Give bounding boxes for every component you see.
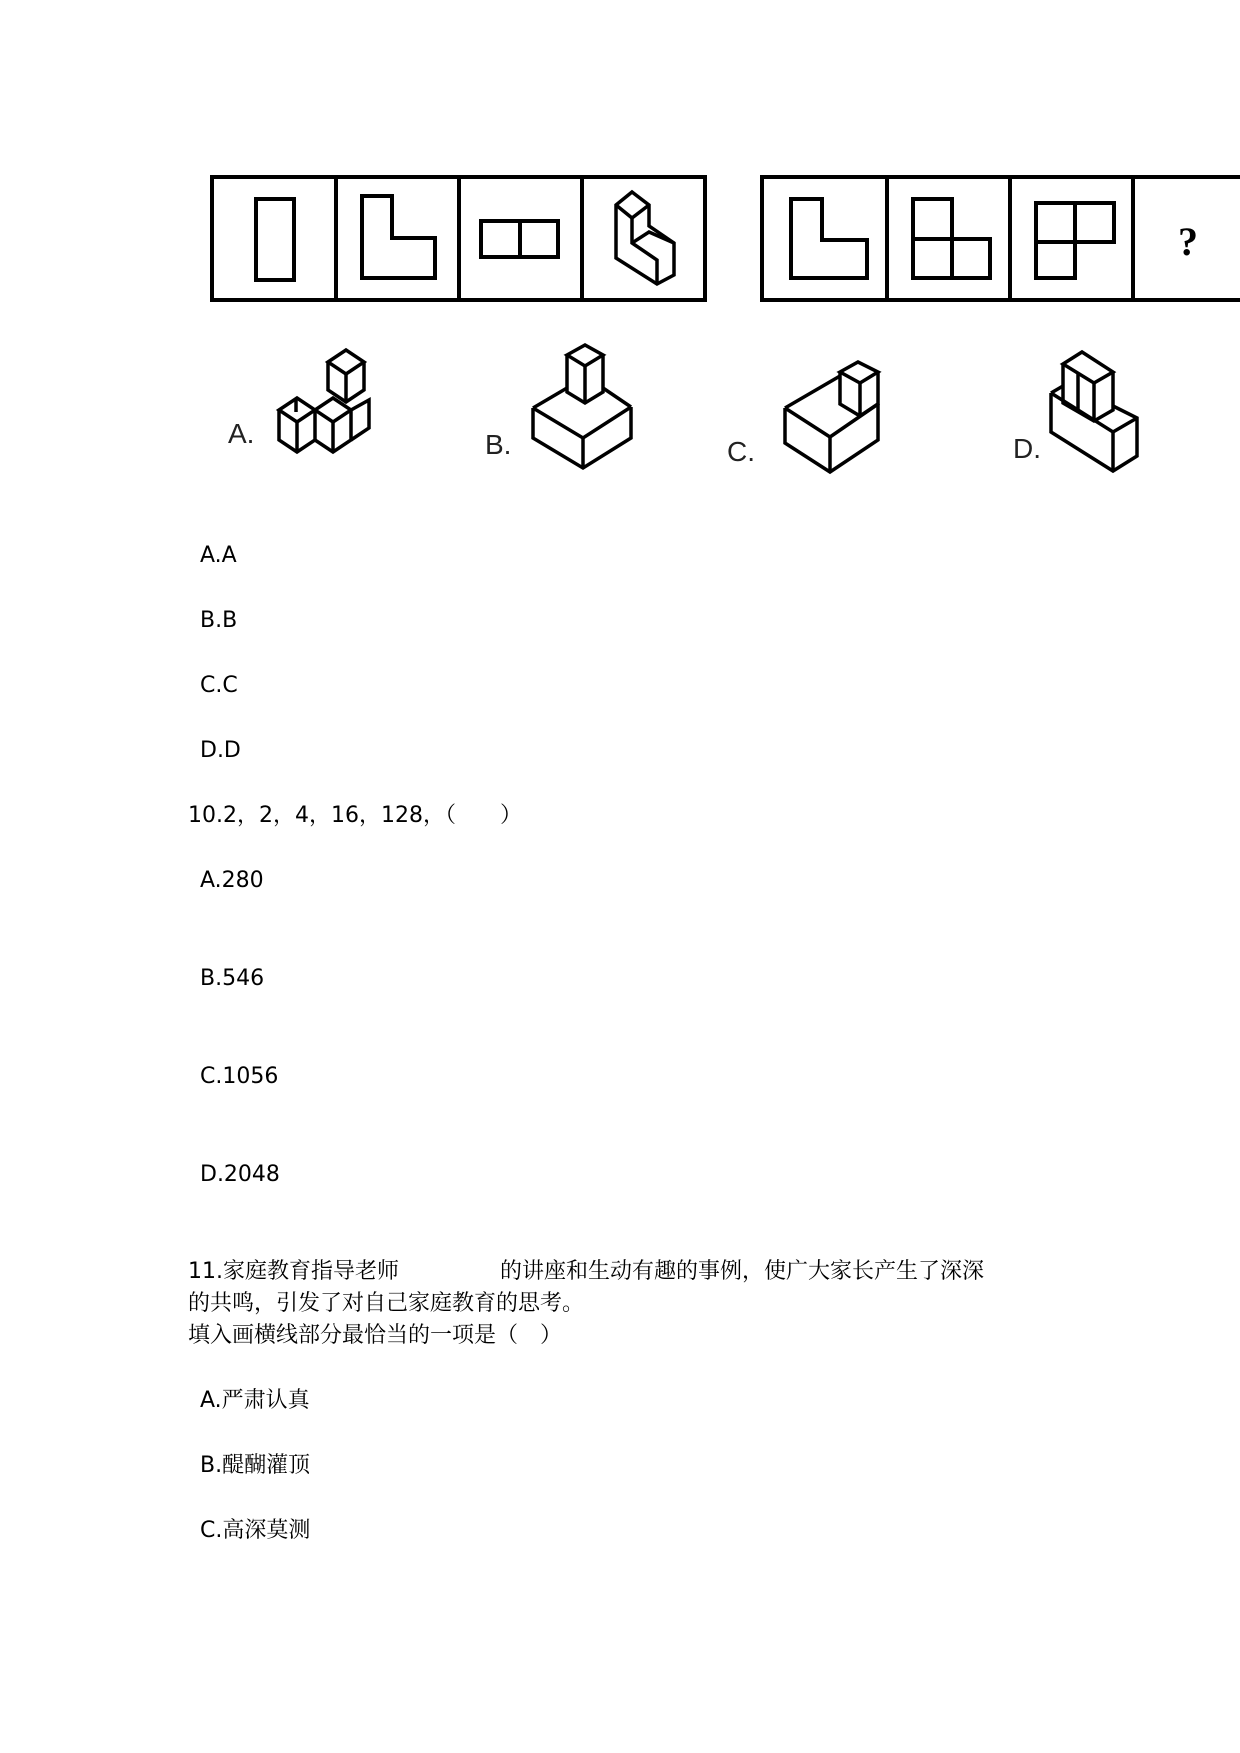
q11-option-a: A.严肃认真 [200,1388,310,1413]
q11-stem-line1-part1: 11.家庭教育指导老师 [188,1259,399,1284]
q9-option-d: D.D [200,738,241,763]
q9-option-b: B.B [200,608,238,633]
q9-option-a: A.A [200,543,237,568]
q11-stem-line2: 的共鸣，引发了对自己家庭教育的思考。 [188,1291,585,1316]
q10-option-c: C.1056 [200,1064,279,1089]
front-view-rectangle [256,199,294,280]
right-view-three-squares [913,199,990,278]
option-c-block [785,362,878,472]
q11-stem-line1-part2: 的讲座和生动有趣的事例，使广大家长产生了深深 [500,1259,985,1284]
q10-option-b: B.546 [200,966,265,991]
option-a-cubes [279,350,369,452]
option-d-label: D. [1013,433,1041,464]
q11-option-b: B.醍醐灌顶 [200,1453,311,1478]
option-b-label: B. [485,429,512,460]
q11-option-c: C.高深莫测 [200,1518,311,1543]
q11-stem-line3: 填入画横线部分最恰当的一项是（ ） [188,1323,563,1348]
figure-puzzle [0,0,1240,490]
option-a-label: A. [228,418,255,449]
q10-stem: 10.2，2，4，16，128，（ ） [188,803,522,828]
option-b-block [533,345,631,468]
question-mark: ? [1178,219,1198,264]
option-c-label: C. [727,436,755,467]
option-d-block [1051,352,1137,471]
right-view-inverted-l [1036,203,1114,278]
top-view-l-shape [362,196,435,278]
isometric-l-block [616,192,674,284]
q10-option-d: D.2048 [200,1162,280,1187]
q10-option-a: A.280 [200,868,264,893]
right-view-l-shape [791,199,867,278]
q9-option-c: C.C [200,673,238,698]
